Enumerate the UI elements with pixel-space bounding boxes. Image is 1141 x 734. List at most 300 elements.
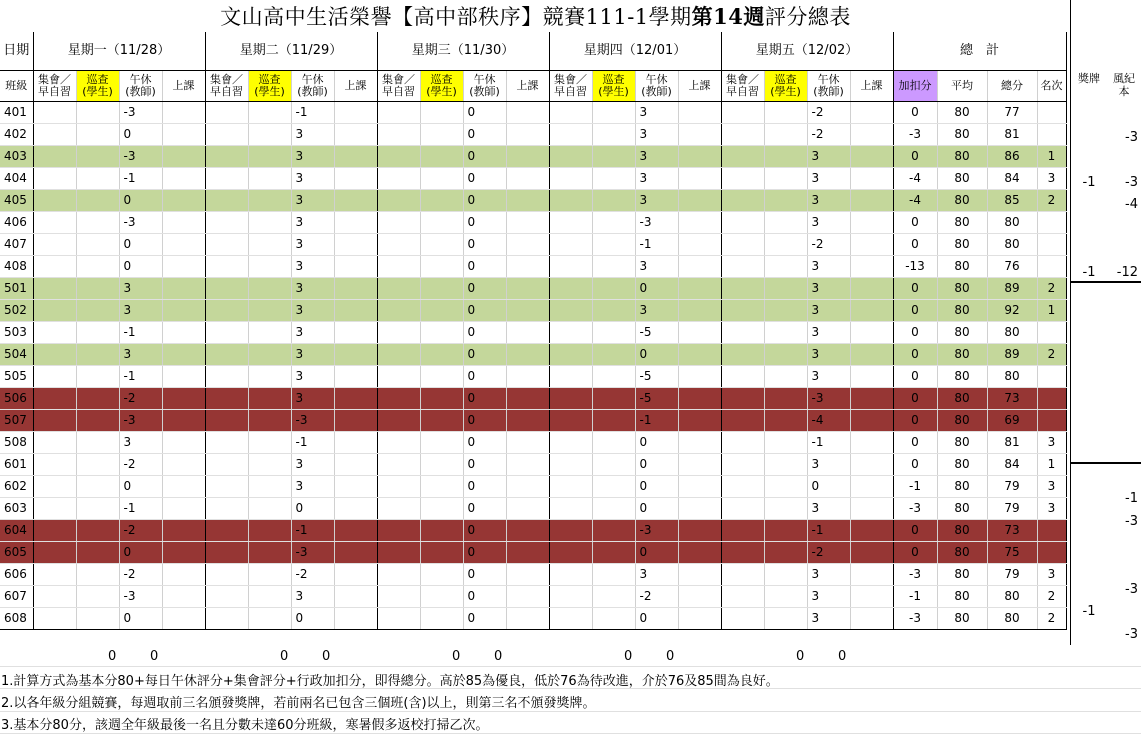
sum-value: 0: [494, 649, 503, 664]
score-cell: [721, 146, 764, 168]
score-cell: [764, 542, 807, 564]
noon-score-cell: 3: [807, 146, 850, 168]
score-cell: [420, 212, 463, 234]
score-cell: [506, 322, 549, 344]
rank-header: 名次: [1037, 71, 1066, 102]
score-cell: [850, 454, 893, 476]
noon-score-cell: -2: [807, 234, 850, 256]
bonus-cell: -3: [893, 124, 937, 146]
score-cell: [721, 564, 764, 586]
bonus-cell: 0: [893, 366, 937, 388]
score-cell: [420, 366, 463, 388]
score-cell: [33, 542, 76, 564]
score-cell: [721, 498, 764, 520]
noon-score-cell: 3: [807, 322, 850, 344]
award-cell: [1074, 579, 1104, 601]
score-cell: [205, 608, 248, 630]
rank-cell: 1: [1037, 454, 1066, 476]
score-cell: [248, 300, 291, 322]
score-cell: [420, 234, 463, 256]
score-cell: [76, 278, 119, 300]
score-cell: [377, 124, 420, 146]
score-cell: [678, 586, 721, 608]
score-cell: [764, 454, 807, 476]
award-header: 獎牌: [1078, 72, 1100, 85]
score-cell: [506, 102, 549, 124]
score-cell: [205, 102, 248, 124]
score-cell: [678, 124, 721, 146]
score-cell: [678, 190, 721, 212]
discipline-cell: -3: [1125, 174, 1138, 190]
score-cell: [334, 564, 377, 586]
sub-header: [291, 71, 334, 102]
header-row-days: [0, 32, 1066, 71]
noon-score-cell: -3: [119, 586, 162, 608]
table-row: [0, 212, 1066, 234]
bonus-cell: -3: [893, 608, 937, 630]
class-cell: 404: [0, 168, 33, 190]
score-cell: [33, 190, 76, 212]
score-cell: [334, 124, 377, 146]
avg-cell: 80: [937, 322, 987, 344]
score-cell: [205, 542, 248, 564]
score-cell: [205, 322, 248, 344]
score-cell: [76, 498, 119, 520]
score-cell: [205, 388, 248, 410]
score-cell: [764, 344, 807, 366]
noon-score-cell: 3: [807, 168, 850, 190]
score-cell: [76, 300, 119, 322]
rank-cell: [1037, 366, 1066, 388]
noon-score-cell: 0: [463, 344, 506, 366]
score-cell: [721, 124, 764, 146]
total-cell: 79: [987, 476, 1037, 498]
score-cell: [377, 498, 420, 520]
class-cell: 601: [0, 454, 33, 476]
noon-score-cell: 0: [463, 234, 506, 256]
table-row: [0, 234, 1066, 256]
table-row: [0, 388, 1066, 410]
noon-score-cell: 3: [291, 256, 334, 278]
sub-header: [635, 71, 678, 102]
total-cell: 79: [987, 564, 1037, 586]
discipline-cell: [1106, 240, 1138, 262]
score-cell: [76, 564, 119, 586]
discipline-cell: [1106, 217, 1138, 239]
grid-line: [0, 666, 1141, 667]
score-cell: [678, 564, 721, 586]
score-cell: [420, 542, 463, 564]
score-cell: [549, 608, 592, 630]
score-cell: [377, 542, 420, 564]
class-cell: 606: [0, 564, 33, 586]
score-cell: [721, 278, 764, 300]
class-cell: 604: [0, 520, 33, 542]
sub-header-text: 集會／ 早自習: [382, 73, 415, 98]
sub-header: [205, 71, 248, 102]
score-cell: [592, 520, 635, 542]
score-cell: [162, 168, 205, 190]
total-cell: 73: [987, 520, 1037, 542]
score-cell: [549, 432, 592, 454]
noon-score-cell: 0: [463, 586, 506, 608]
score-cell: [162, 586, 205, 608]
sum-value: 0: [150, 649, 159, 664]
rank-cell: 3: [1037, 476, 1066, 498]
score-cell: [76, 476, 119, 498]
noon-score-cell: 0: [635, 344, 678, 366]
award-cell: [1074, 104, 1104, 126]
score-cell: [248, 564, 291, 586]
score-cell: [592, 124, 635, 146]
score-cell: [764, 410, 807, 432]
score-cell: [76, 520, 119, 542]
score-cell: [592, 542, 635, 564]
score-cell: [592, 278, 635, 300]
noon-score-cell: -3: [119, 146, 162, 168]
award-cell: [1074, 488, 1104, 510]
score-cell: [850, 432, 893, 454]
day-header: 星期五（12/02）: [721, 32, 893, 71]
class-cell: 508: [0, 432, 33, 454]
total-cell: 80: [987, 366, 1037, 388]
score-cell: [764, 322, 807, 344]
noon-score-cell: 0: [463, 542, 506, 564]
score-cell: [850, 212, 893, 234]
sub-header-text: 上課: [344, 79, 367, 92]
table-row: [0, 278, 1066, 300]
award-cell: [1074, 149, 1104, 171]
noon-score-cell: 3: [635, 168, 678, 190]
table-row: [0, 476, 1066, 498]
score-cell: [764, 388, 807, 410]
noon-score-cell: -2: [119, 388, 162, 410]
score-cell: [248, 432, 291, 454]
score-cell: [334, 168, 377, 190]
score-cell: [721, 432, 764, 454]
sub-header: [764, 71, 807, 102]
sub-header: [334, 71, 377, 102]
class-cell: 403: [0, 146, 33, 168]
noon-score-cell: 0: [463, 564, 506, 586]
score-cell: [850, 476, 893, 498]
class-cell: 608: [0, 608, 33, 630]
rank-cell: [1037, 234, 1066, 256]
score-cell: [506, 234, 549, 256]
table-row: [0, 564, 1066, 586]
total-cell: 69: [987, 410, 1037, 432]
noon-score-cell: -2: [807, 102, 850, 124]
score-cell: [678, 410, 721, 432]
score-cell: [377, 388, 420, 410]
bonus-cell: 0: [893, 234, 937, 256]
score-cell: [506, 190, 549, 212]
score-cell: [721, 366, 764, 388]
total-cell: 77: [987, 102, 1037, 124]
noon-score-cell: -1: [291, 102, 334, 124]
score-cell: [248, 344, 291, 366]
score-cell: [721, 168, 764, 190]
rank-cell: [1037, 212, 1066, 234]
score-cell: [850, 300, 893, 322]
score-cell: [420, 564, 463, 586]
noon-score-cell: 0: [291, 608, 334, 630]
score-cell: [76, 190, 119, 212]
footnote: 1.計算方式為基本分80+每日午休評分+集會評分+行政加扣分，即得總分。高於85為優良，低於76為待改進，介於76及85間為良好。: [1, 674, 779, 689]
noon-score-cell: 3: [635, 190, 678, 212]
discipline-cell: -3: [1125, 626, 1138, 642]
sum-value: 0: [280, 649, 289, 664]
bonus-cell: -13: [893, 256, 937, 278]
group-divider: [1071, 281, 1141, 283]
score-cell: [506, 564, 549, 586]
sum-value: 0: [624, 649, 633, 664]
score-cell: [334, 410, 377, 432]
score-cell: [76, 366, 119, 388]
bonus-cell: 0: [893, 322, 937, 344]
score-cell: [549, 542, 592, 564]
day-header: 星期三（11/30）: [377, 32, 549, 71]
score-cell: [850, 256, 893, 278]
rank-cell: [1037, 542, 1066, 564]
sum-value: 0: [666, 649, 675, 664]
sub-header-text: 午休 (教師): [641, 73, 672, 98]
discipline-cell: -1: [1125, 491, 1138, 507]
score-cell: [506, 454, 549, 476]
score-cell: [678, 278, 721, 300]
score-cell: [592, 190, 635, 212]
score-cell: [764, 212, 807, 234]
sub-header-text: 集會／ 早自習: [38, 73, 71, 98]
score-cell: [592, 608, 635, 630]
score-cell: [506, 476, 549, 498]
rank-cell: [1037, 322, 1066, 344]
table-row: [0, 586, 1066, 608]
noon-score-cell: 3: [807, 564, 850, 586]
score-cell: [549, 256, 592, 278]
score-cell: [33, 476, 76, 498]
sub-header: [850, 71, 893, 102]
score-cell: [377, 102, 420, 124]
score-cell: [205, 410, 248, 432]
score-cell: [592, 234, 635, 256]
score-cell: [506, 344, 549, 366]
noon-score-cell: 3: [807, 256, 850, 278]
score-cell: [420, 432, 463, 454]
class-cell: 504: [0, 344, 33, 366]
score-cell: [377, 190, 420, 212]
class-cell: 405: [0, 190, 33, 212]
score-cell: [377, 586, 420, 608]
noon-score-cell: 0: [463, 410, 506, 432]
score-cell: [377, 476, 420, 498]
noon-score-cell: 0: [463, 388, 506, 410]
score-cell: [248, 168, 291, 190]
noon-score-cell: 0: [635, 432, 678, 454]
avg-cell: 80: [937, 432, 987, 454]
score-cell: [721, 520, 764, 542]
score-cell: [377, 168, 420, 190]
total-cell: 75: [987, 542, 1037, 564]
score-cell: [377, 432, 420, 454]
noon-score-cell: 0: [463, 124, 506, 146]
noon-score-cell: 3: [291, 388, 334, 410]
score-cell: [377, 410, 420, 432]
score-cell: [334, 476, 377, 498]
noon-score-cell: 0: [463, 432, 506, 454]
score-cell: [334, 102, 377, 124]
discipline-cell: [1106, 353, 1138, 375]
score-cell: [764, 190, 807, 212]
total-cell: 76: [987, 256, 1037, 278]
score-cell: [764, 278, 807, 300]
class-cell: 605: [0, 542, 33, 564]
score-cell: [420, 498, 463, 520]
noon-score-cell: -1: [291, 520, 334, 542]
noon-score-cell: 0: [463, 300, 506, 322]
noon-score-cell: 0: [463, 168, 506, 190]
sum-value: 0: [452, 649, 461, 664]
discipline-cell: [1106, 466, 1138, 488]
bonus-cell: 0: [893, 300, 937, 322]
score-cell: [76, 608, 119, 630]
sub-header-text: 巡查 (學生): [598, 73, 629, 98]
sub-header: [377, 71, 420, 102]
score-cell: [678, 146, 721, 168]
noon-score-cell: 3: [291, 278, 334, 300]
score-cell: [721, 410, 764, 432]
award-cell: [1074, 420, 1104, 442]
score-cell: [506, 146, 549, 168]
sub-header: [76, 71, 119, 102]
noon-score-cell: 3: [291, 212, 334, 234]
class-cell: 407: [0, 234, 33, 256]
score-cell: [764, 498, 807, 520]
score-cell: [592, 300, 635, 322]
class-cell: 408: [0, 256, 33, 278]
noon-score-cell: 3: [807, 608, 850, 630]
score-cell: [33, 102, 76, 124]
noon-score-cell: 0: [635, 498, 678, 520]
bonus-header: 加扣分: [893, 71, 937, 102]
score-cell: [764, 564, 807, 586]
noon-score-cell: -2: [119, 520, 162, 542]
score-cell: [420, 256, 463, 278]
discipline-cell: -12: [1116, 265, 1138, 281]
score-cell: [721, 586, 764, 608]
table-row: [0, 190, 1066, 212]
score-cell: [205, 520, 248, 542]
score-cell: [721, 542, 764, 564]
header-row-sub: [0, 71, 1066, 102]
score-cell: [721, 344, 764, 366]
rank-cell: 3: [1037, 564, 1066, 586]
score-cell: [76, 454, 119, 476]
discipline-cell: [1106, 533, 1138, 555]
award-cell: -1: [1082, 265, 1096, 281]
score-cell: [678, 212, 721, 234]
score-cell: [764, 586, 807, 608]
award-cell: [1074, 240, 1104, 262]
score-cell: [377, 212, 420, 234]
bonus-cell: 0: [893, 388, 937, 410]
avg-cell: 80: [937, 124, 987, 146]
avg-cell: 80: [937, 410, 987, 432]
noon-score-cell: -2: [119, 454, 162, 476]
total-cell: 80: [987, 234, 1037, 256]
score-cell: [248, 256, 291, 278]
score-cell: [334, 146, 377, 168]
score-cell: [76, 168, 119, 190]
noon-score-cell: 0: [119, 608, 162, 630]
score-cell: [721, 190, 764, 212]
score-cell: [506, 388, 549, 410]
rank-cell: 2: [1037, 586, 1066, 608]
score-cell: [162, 498, 205, 520]
noon-score-cell: 3: [807, 498, 850, 520]
score-cell: [248, 322, 291, 344]
score-cell: [678, 520, 721, 542]
score-cell: [205, 234, 248, 256]
score-cell: [850, 586, 893, 608]
bonus-cell: -1: [893, 586, 937, 608]
score-cell: [162, 410, 205, 432]
score-cell: [506, 498, 549, 520]
score-cell: [248, 212, 291, 234]
score-cell: [33, 322, 76, 344]
score-cell: [248, 366, 291, 388]
sub-header: [592, 71, 635, 102]
score-cell: [549, 564, 592, 586]
noon-score-cell: -1: [119, 498, 162, 520]
noon-score-cell: -3: [635, 520, 678, 542]
class-cell: 505: [0, 366, 33, 388]
score-cell: [678, 476, 721, 498]
sub-header-text: 上課: [172, 79, 195, 92]
score-cell: [248, 388, 291, 410]
score-cell: [377, 234, 420, 256]
score-cell: [678, 322, 721, 344]
table-row: [0, 322, 1066, 344]
score-cell: [764, 256, 807, 278]
noon-score-cell: 0: [119, 256, 162, 278]
noon-score-cell: 0: [463, 476, 506, 498]
score-cell: [334, 542, 377, 564]
score-cell: [33, 234, 76, 256]
score-cell: [33, 146, 76, 168]
score-cell: [850, 520, 893, 542]
class-cell: 401: [0, 102, 33, 124]
score-cell: [549, 344, 592, 366]
score-cell: [850, 124, 893, 146]
noon-score-cell: 0: [463, 454, 506, 476]
table-row: [0, 520, 1066, 542]
award-cell: [1074, 533, 1104, 555]
score-cell: [334, 586, 377, 608]
table-right-border: [1070, 0, 1071, 645]
score-cell: [377, 608, 420, 630]
noon-score-cell: 0: [119, 234, 162, 256]
rank-cell: 3: [1037, 432, 1066, 454]
discipline-cell: [1106, 104, 1138, 126]
score-cell: [334, 608, 377, 630]
avg-cell: 80: [937, 586, 987, 608]
noon-score-cell: 0: [635, 278, 678, 300]
sub-header: [506, 71, 549, 102]
noon-score-cell: 3: [635, 256, 678, 278]
total-header: 總 計: [893, 32, 1066, 71]
total-header-cell: 總分: [987, 71, 1037, 102]
